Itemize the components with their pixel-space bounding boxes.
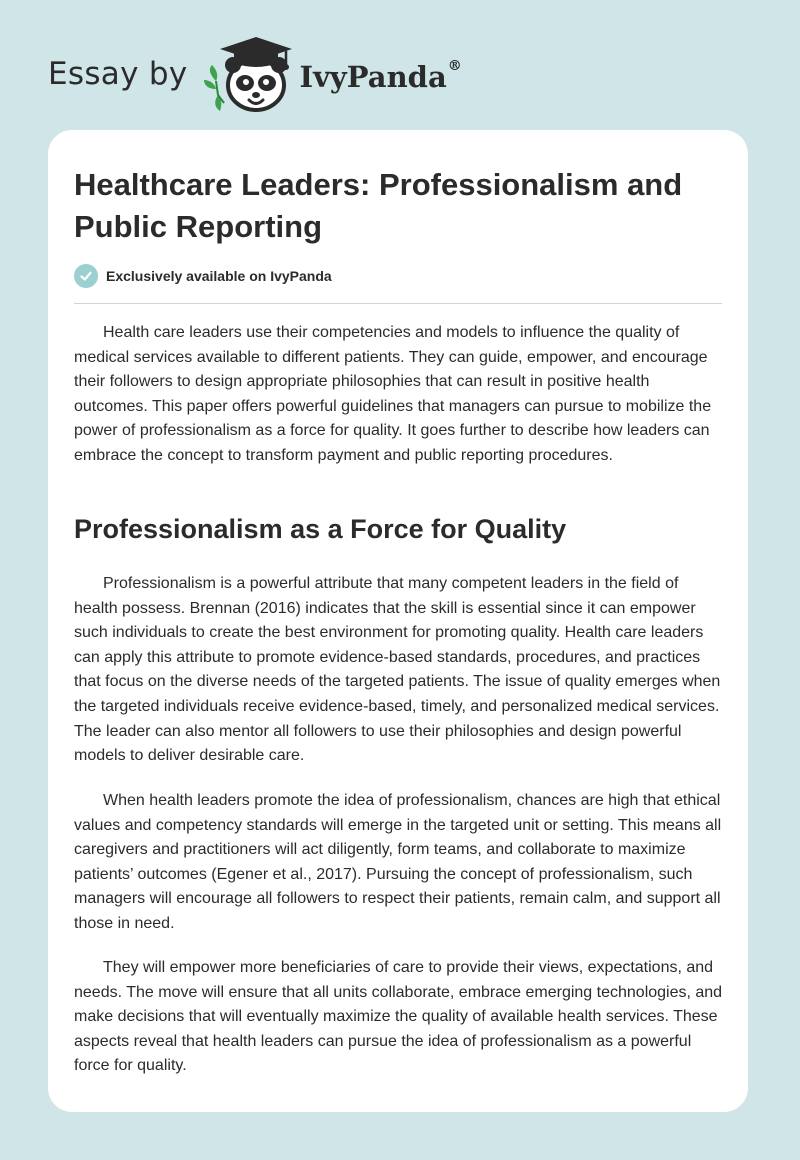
ivypanda-logo[interactable] — [202, 31, 462, 115]
section-heading: Professionalism as a Force for Quality — [74, 514, 567, 544]
body-paragraph-3: They will empower more beneficiaries of care to provide their views, expectations, and needs. The move will ensure that all units collaborate, embrace emerging technologies, and make decisions that will eventually maximize the quality of available health services. These aspects reveal that health leaders can pursue the idea of professionalism as a powerful force for quality. — [74, 959, 723, 1075]
ivy-leaf-icon — [204, 65, 224, 111]
check-icon — [79, 269, 93, 283]
essay-by-label: Essay by — [48, 56, 188, 92]
panda-graduation-cap-icon — [202, 31, 294, 115]
essay-card — [48, 130, 748, 1112]
site-header — [48, 28, 462, 118]
check-circle-icon — [74, 264, 98, 288]
registered-mark: ® — [447, 58, 462, 74]
divider — [74, 303, 722, 304]
exclusive-text: Exclusively available on IvyPanda — [106, 268, 332, 284]
exclusive-badge — [74, 264, 332, 288]
body-paragraph-2: When health leaders promote the idea of professionalism, chances are high that ethical values and competency standards will emerge in the targeted unit or setting. This means all caregivers and practitioners will act diligently, form teams, and collaborate to maximize patients’ outcomes (Egener et al., 2017). Pursuing the concept of professionalism, such managers will encourage all followers to respect their patients, remain calm, and support all those in need. — [74, 792, 722, 932]
brand-name: IvyPanda® — [299, 58, 462, 94]
intro-paragraph: Health care leaders use their competencies and models to influence the quality of medical services available to different patients. They can guide, empower, and encourage their followers to design appropriate philosophies that can result in positive health outcomes. This paper offers powerful guidelines that managers can pursue to mobilize the power of professionalism as a force for quality. It goes further to describe how leaders can embrace the concept to transform payment and public reporting procedures. — [74, 324, 712, 464]
page-title: Healthcare Leaders: Professionalism and Public Reporting — [74, 167, 683, 244]
body-paragraph-1: Professionalism is a powerful attribute that many competent leaders in the field of health possess. Brennan (2016) indicates that the skill is essential since it can empower such individuals to create the best environment for promoting quality. Health care leaders can apply this attribute to promote evidence-based standards, procedures, and practices that focus on the diverse needs of the targeted patients. The issue of quality emerges when the targeted individuals receive evidence-based, timely, and personalized medical services. The leader can also mentor all followers to use their philosophies and design powerful models to deliver desirable care. — [74, 575, 721, 765]
